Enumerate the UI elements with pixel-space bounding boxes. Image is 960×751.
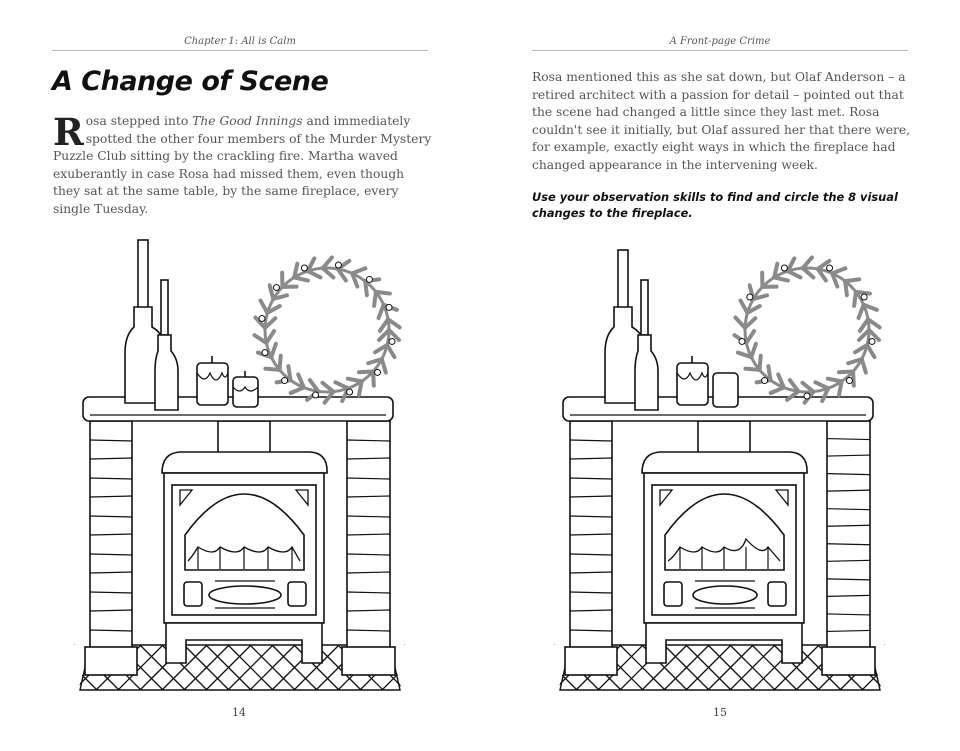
candle-small <box>233 377 258 407</box>
berry <box>273 285 279 291</box>
berry <box>827 265 833 271</box>
wood-stove <box>162 421 327 663</box>
wreath <box>734 257 879 402</box>
leaf <box>352 268 365 273</box>
tall-candle <box>138 240 148 308</box>
para-text: osa stepped into <box>85 114 193 128</box>
vent-left <box>184 582 202 606</box>
leaf <box>771 387 784 393</box>
leaf <box>270 285 274 299</box>
berry <box>739 338 745 344</box>
vent-right <box>768 582 786 606</box>
right-page <box>480 0 960 751</box>
leaf <box>261 301 268 313</box>
page-number: 14 <box>232 706 246 719</box>
drop-cap: R <box>53 110 84 154</box>
berry <box>282 378 288 384</box>
leaf <box>741 301 748 313</box>
leaf <box>387 345 394 357</box>
small-bottle <box>155 335 178 410</box>
berry <box>747 294 753 300</box>
wood-stove <box>642 421 807 663</box>
vent-right <box>288 582 306 606</box>
ash-door <box>693 586 757 604</box>
ash-door <box>209 586 281 604</box>
berry <box>366 276 372 282</box>
leaf <box>832 268 845 273</box>
berry <box>861 294 867 300</box>
mask <box>550 691 890 695</box>
running-head: Chapter 1: All is Calm <box>52 36 428 51</box>
small-bottle <box>635 335 658 410</box>
leaf <box>845 279 859 281</box>
pillar-base <box>85 647 137 675</box>
leaf <box>862 359 866 373</box>
berry <box>869 338 875 344</box>
page-title: A Change of Scene <box>52 66 329 97</box>
candle-large <box>197 363 228 405</box>
berry <box>347 389 353 395</box>
candle-bottles <box>125 240 178 410</box>
berry <box>386 304 392 310</box>
stove-top <box>162 452 327 473</box>
leaf <box>291 387 304 393</box>
candle-large <box>677 363 708 405</box>
candle-bottles <box>605 250 658 410</box>
story-paragraph: Rosa mentioned this as she sat down, but Olaf Anderson – a retired architect with a passion for detail – pointed out that the scene had changed a little since they last met. Rosa couldn't see it initially, but Olaf assured her that there were, for example, exactly eight ways in which the fireplace had changed appearance in the intervening week. <box>532 70 911 172</box>
candle-small <box>713 373 738 407</box>
berry <box>262 350 268 356</box>
fireplace-illustration-changed[interactable] <box>550 235 890 695</box>
leaf <box>382 359 386 373</box>
leaf <box>853 371 854 385</box>
pillar-candles <box>197 356 258 407</box>
leaf <box>373 371 374 385</box>
fireplace-illustration-original <box>70 235 410 695</box>
leaf <box>735 317 745 327</box>
running-head: A Front-page Crime <box>532 36 908 51</box>
pillar-candles <box>677 356 738 407</box>
berry <box>846 378 852 384</box>
wreath <box>254 257 399 402</box>
short-candle <box>161 280 168 335</box>
berry <box>804 393 810 399</box>
mask <box>70 691 410 695</box>
page-number: 15 <box>713 706 727 719</box>
tall-candle <box>618 250 628 308</box>
pillar-base <box>822 647 875 675</box>
story-paragraph <box>53 110 433 219</box>
berry <box>335 262 341 268</box>
berry <box>389 338 395 344</box>
wreath-ring <box>265 268 389 392</box>
wreath-ring <box>745 268 869 392</box>
berry <box>375 369 381 375</box>
berry <box>781 265 787 271</box>
berry <box>301 265 307 271</box>
vent-left <box>664 582 682 606</box>
pillar-base <box>342 647 395 675</box>
berry <box>313 392 319 398</box>
short-candle <box>641 280 648 335</box>
berry <box>259 316 265 322</box>
berry <box>762 378 768 384</box>
stove-top <box>642 452 807 473</box>
para-text: and immediately spotted the other four members of the Murder Mystery Puzzle Club sitting by the crackling fire. Martha waved exuberantly in case Rosa had missed them, even though they sat at the same table, by the same fireplace, every single Tuesday. <box>53 114 432 216</box>
pub-name: The Good Innings <box>192 114 303 128</box>
leaf <box>867 345 874 357</box>
pillar-base <box>565 647 617 675</box>
puzzle-instruction: Use your observation skills to find and circle the 8 visual changes to the fireplace. <box>532 190 898 220</box>
